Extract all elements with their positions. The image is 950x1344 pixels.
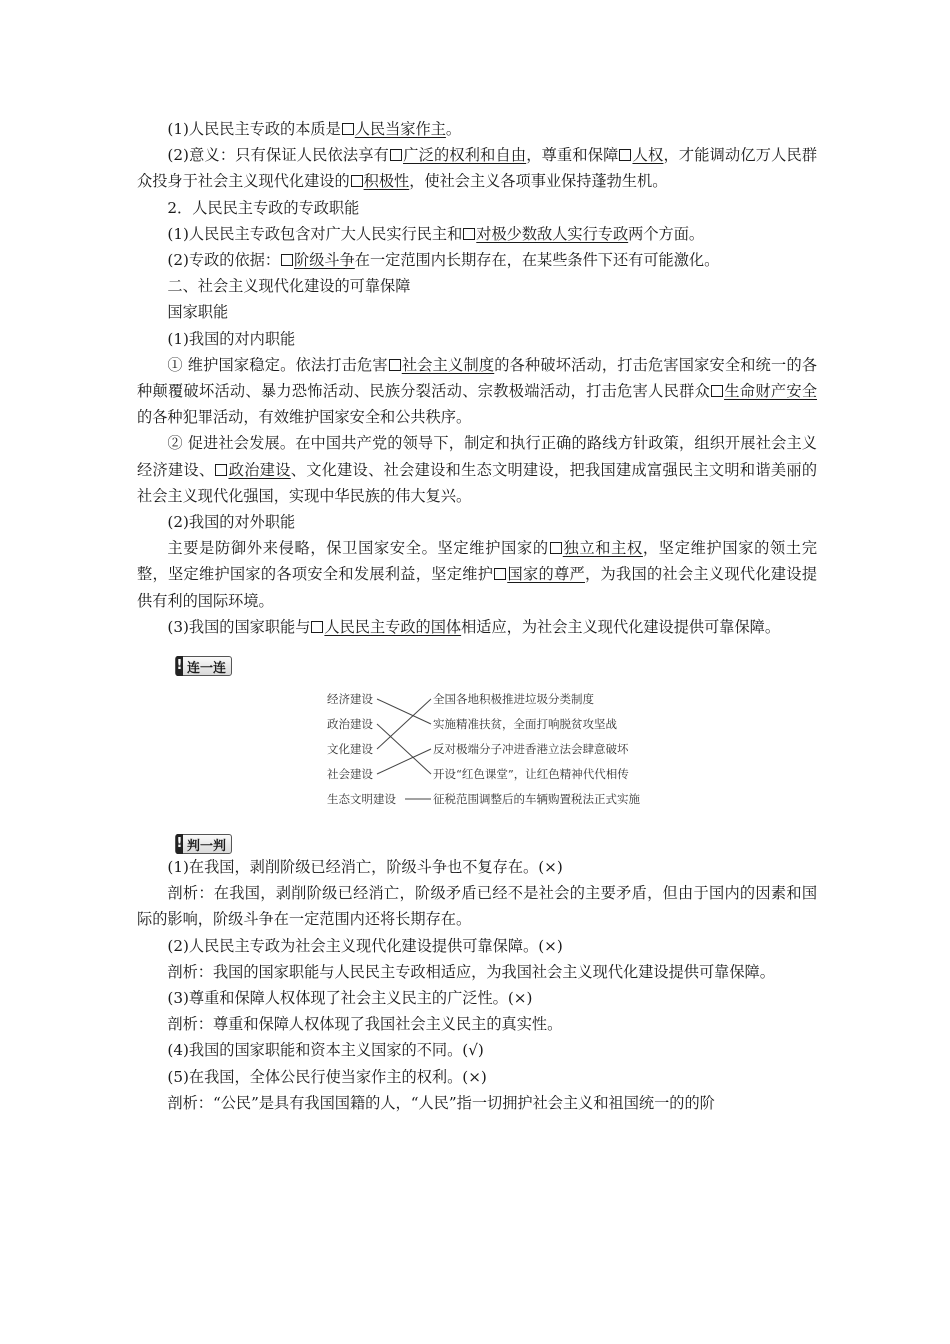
fill-answer: 积极性 xyxy=(363,172,410,191)
item3 xyxy=(137,614,817,640)
left-item: 政治建设 xyxy=(327,717,373,732)
matching-diagram xyxy=(137,682,817,822)
s2-item2 xyxy=(137,247,817,273)
left-item: 经济建设 xyxy=(327,692,373,707)
right-item: 反对极端分子冲进香港立法会肆意破坏 xyxy=(433,742,629,757)
text: (1)人民民主专政的本质是 xyxy=(167,120,341,138)
fill-answer: 人权 xyxy=(632,146,664,165)
text: (3)我国的国家职能与 xyxy=(167,617,311,636)
judge-q3: (3)尊重和保障人权体现了社会主义民主的广泛性。(×) xyxy=(167,989,533,1008)
text: ，为我国的社会主义现代化建设提供有利的国际环境。 xyxy=(137,565,818,610)
text: ，尊重和保障 xyxy=(526,146,619,165)
text: 的各种破坏活动，打击危害国家安全和统一的各种颠覆破坏活动、暴力恐怖活动、民族分裂活动、宗教极端活动，打击危害人民群众 xyxy=(137,355,818,401)
judge-a1: 剖析：在我国，剥削阶级已经消亡，阶级矛盾已经不是社会的主要矛盾，但由于国内的因素和国际的影响，阶级斗争在一定范围内还将长期存在。 xyxy=(137,884,817,929)
judge-q5: (5)在我国，全体公民行使当家作主的权利。(×) xyxy=(167,1067,487,1086)
right-item: 全国各地积极推进垃圾分类制度 xyxy=(433,692,594,707)
connector-line xyxy=(377,699,431,749)
left-item: 生态文明建设 xyxy=(327,792,396,807)
s2-heading: 2．人民民主专政的专政职能 xyxy=(167,198,360,217)
blank-box xyxy=(215,464,227,476)
text: (2)意义：只有保证人民依法享有 xyxy=(167,146,389,165)
judge-q4: (4)我国的国家职能和资本主义国家的不同。(√) xyxy=(167,1041,484,1060)
text: 在一定范围内长期存在，在某些条件下还有可能激化。 xyxy=(354,251,720,270)
right-item: 实施精准扶贫，全面打响脱贫攻坚战 xyxy=(433,717,617,732)
blank-box xyxy=(281,254,293,266)
fill-answer: 国家的尊严 xyxy=(507,565,585,584)
text: ① 维护国家稳定。依法打击危害 xyxy=(167,355,388,374)
exclamation-icon: ! xyxy=(176,656,183,676)
blank-box xyxy=(463,228,475,240)
badge-label: 连一连 xyxy=(187,660,227,676)
blank-box xyxy=(494,568,506,580)
matching-svg xyxy=(137,682,817,822)
fill-answer: 政治建设 xyxy=(228,460,291,479)
text: 相适应，为社会主义现代化建设提供可靠保障。 xyxy=(461,617,781,636)
internal-c2 xyxy=(137,430,817,509)
internal-heading: (1)我国的对内职能 xyxy=(167,329,296,348)
left-item: 社会建设 xyxy=(327,767,373,782)
text: ，坚定维护国家的领土完整，坚定维护国家的各项安全和发展利益，坚定维护 xyxy=(137,539,818,584)
judge-badge xyxy=(175,834,232,854)
part2-heading: 二、社会主义现代化建设的可靠保障 xyxy=(167,277,411,296)
text: ，才能调动亿万人民群众投身于社会主义现代化建设的 xyxy=(137,146,818,191)
left-item: 文化建设 xyxy=(327,742,373,757)
blank-box xyxy=(390,149,402,161)
text: ，使社会主义各项事业保持蓬勃生机。 xyxy=(409,172,668,191)
fill-answer: 生命财产安全 xyxy=(724,382,818,401)
connector-lines xyxy=(377,699,431,799)
left-items xyxy=(327,692,396,806)
s1-item1 xyxy=(137,116,817,142)
fill-answer: 人民当家作主 xyxy=(354,120,446,138)
fill-answer: 阶级斗争 xyxy=(294,251,355,270)
blank-box xyxy=(550,542,562,554)
right-items xyxy=(433,692,640,806)
external-heading: (2)我国的对外职能 xyxy=(167,513,296,532)
exclamation-icon: ! xyxy=(176,834,183,854)
text: (2)专政的依据： xyxy=(167,251,281,270)
blank-box xyxy=(619,149,631,161)
right-item: 开设“红色课堂”，让红色精神代代相传 xyxy=(433,767,629,782)
fill-answer: 社会主义制度 xyxy=(401,355,495,374)
judge-a2: 剖析：我国的国家职能与人民民主专政相适应，为我国社会主义现代化建设提供可靠保障。 xyxy=(167,962,775,981)
connector-line xyxy=(377,749,431,774)
text: (1)人民民主专政包含对广大人民实行民主和 xyxy=(167,224,463,243)
text: ② 促进社会发展。在中国共产党的领导下，制定和执行正确的路线方针政策，组织开展社会主义经济建设、 xyxy=(137,434,817,479)
text: 主要是防御外来侵略，保卫国家安全。坚定维护国家的 xyxy=(167,539,549,558)
text: 的各种犯罪活动，有效维护国家安全和公共秩序。 xyxy=(137,408,472,427)
part2-sub: 国家职能 xyxy=(167,303,229,322)
blank-box xyxy=(351,175,363,187)
judge-a5: 剖析：“公民”是具有我国国籍的人，“人民”指一切拥护社会主义和祖国统一的的阶 xyxy=(167,1093,715,1112)
external-body xyxy=(137,535,817,614)
blank-box xyxy=(389,359,401,371)
text: 。 xyxy=(445,120,462,138)
fill-answer: 广泛的权利和自由 xyxy=(403,146,527,165)
fill-answer: 对极少数敌人实行专政 xyxy=(476,224,629,243)
internal-c1 xyxy=(137,352,817,431)
fill-answer: 独立和主权 xyxy=(562,539,643,558)
connector-line xyxy=(377,724,431,774)
blank-box xyxy=(311,621,323,633)
fill-answer: 人民民主专政的国体 xyxy=(324,617,462,636)
badge-label: 判一判 xyxy=(187,838,227,854)
s2-item1 xyxy=(137,221,817,247)
blank-box xyxy=(711,385,723,397)
connector-line xyxy=(377,699,431,724)
blank-box xyxy=(342,123,354,135)
right-item: 征税范围调整后的车辆购置税法正式实施 xyxy=(433,792,640,807)
judge-q2: (2)人民民主专政为社会主义现代化建设提供可靠保障。(×) xyxy=(167,936,563,955)
document-page xyxy=(137,116,817,1116)
judge-q1: (1)在我国，剥削阶级已经消亡，阶级斗争也不复存在。(×) xyxy=(167,858,563,877)
s1-item2 xyxy=(137,142,817,194)
text: 、文化建设、社会建设和生态文明建设，把我国建成富强民主文明和谐美丽的社会主义现代化强国，实现中华民族的伟大复兴。 xyxy=(137,460,818,505)
judge-a3: 剖析：尊重和保障人权体现了我国社会主义民主的真实性。 xyxy=(167,1015,563,1034)
text: 两个方面。 xyxy=(628,224,705,243)
link-badge xyxy=(175,656,232,676)
